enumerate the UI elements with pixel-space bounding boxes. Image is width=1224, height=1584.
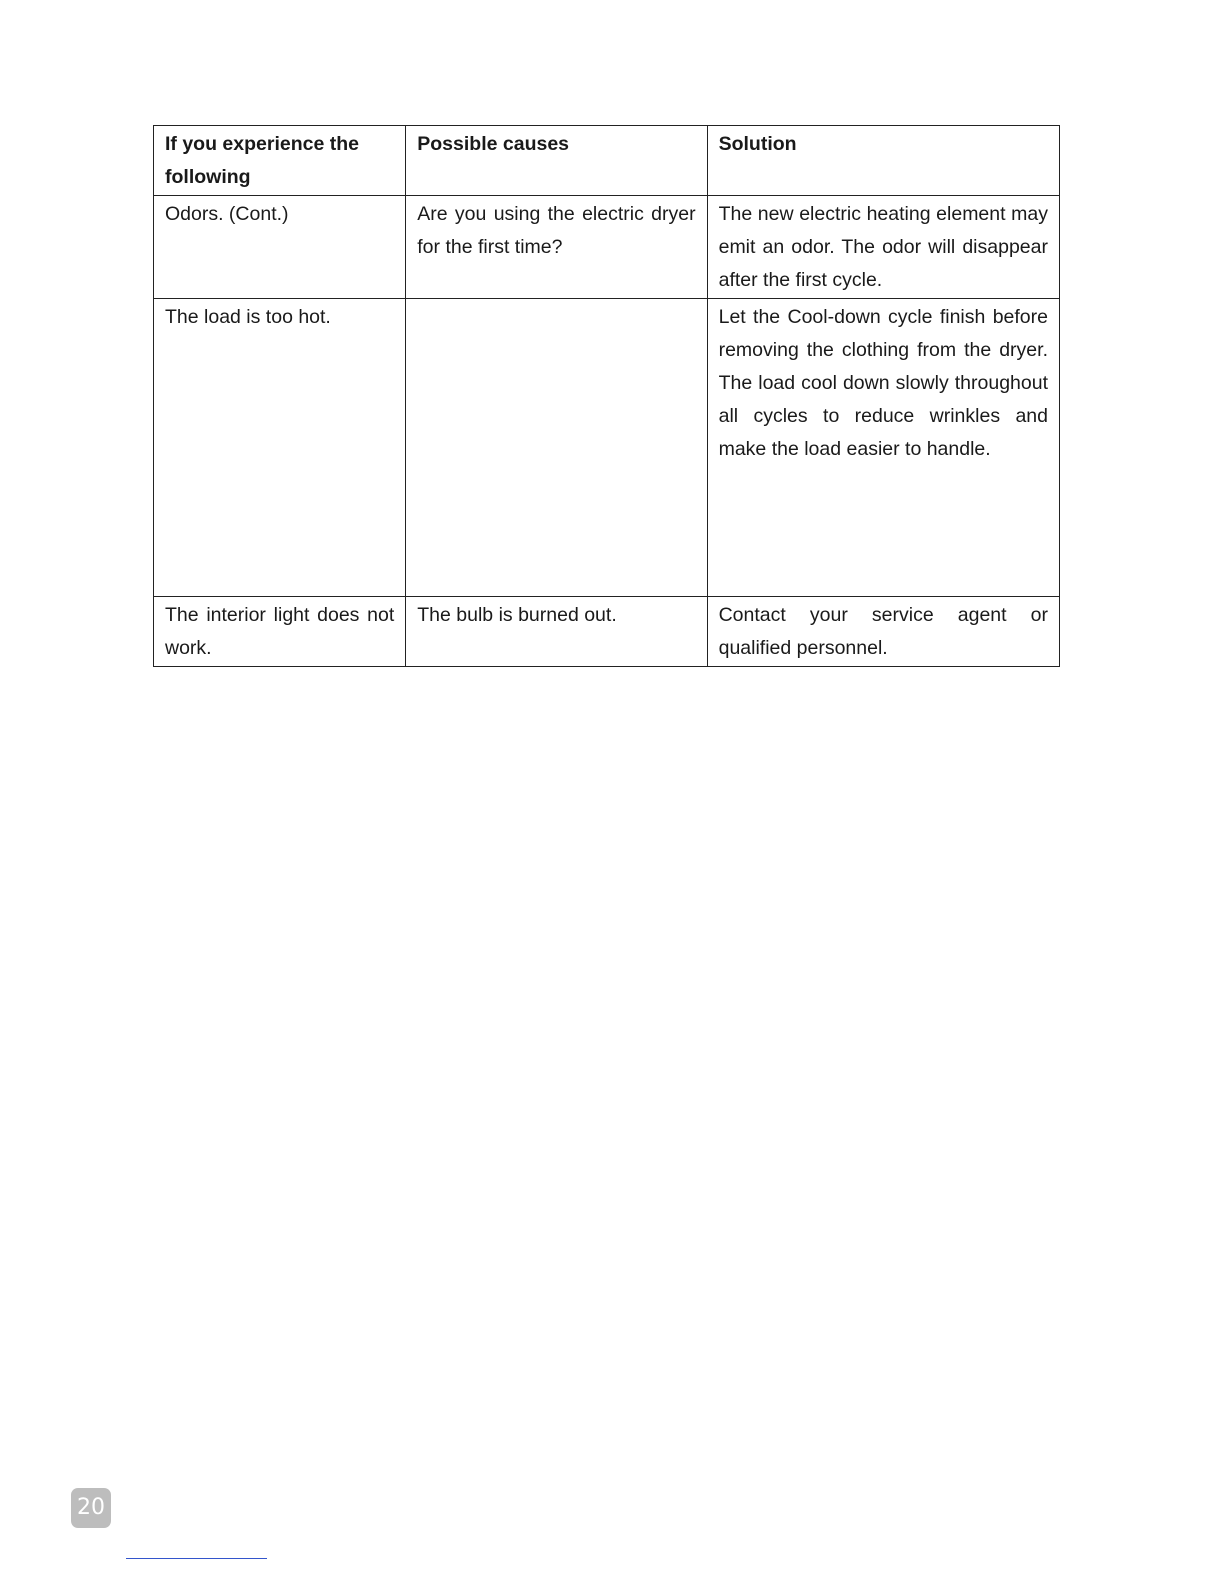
problem-cell: The load is too hot. — [154, 299, 406, 597]
problem-cell: Odors. (Cont.) — [154, 196, 406, 299]
troubleshooting-table — [153, 125, 1060, 667]
footer-rule — [126, 1558, 267, 1559]
solution-cell: The new electric heating element may emit an odor. The odor will disappear after the first cycle. — [707, 196, 1059, 299]
table-row — [154, 196, 1060, 299]
header-solution: Solution — [707, 126, 1059, 196]
table-header-row — [154, 126, 1060, 196]
header-causes: Possible causes — [406, 126, 707, 196]
table-row — [154, 299, 1060, 597]
table-row — [154, 597, 1060, 667]
solution-cell: Let the Cool-down cycle finish before removing the clothing from the dryer. The load cool down slowly throughout all cycles to reduce wrinkles and make the load easier to handle. — [707, 299, 1059, 597]
page-number: 20 — [71, 1488, 111, 1528]
solution-cell: Contact your service agent or qualified personnel. — [707, 597, 1059, 667]
cause-cell: Are you using the electric dryer for the first time? — [406, 196, 707, 299]
cause-cell: The bulb is burned out. — [406, 597, 707, 667]
header-problem: If you experience the following — [154, 126, 406, 196]
problem-cell: The interior light does not work. — [154, 597, 406, 667]
cause-cell — [406, 299, 707, 597]
